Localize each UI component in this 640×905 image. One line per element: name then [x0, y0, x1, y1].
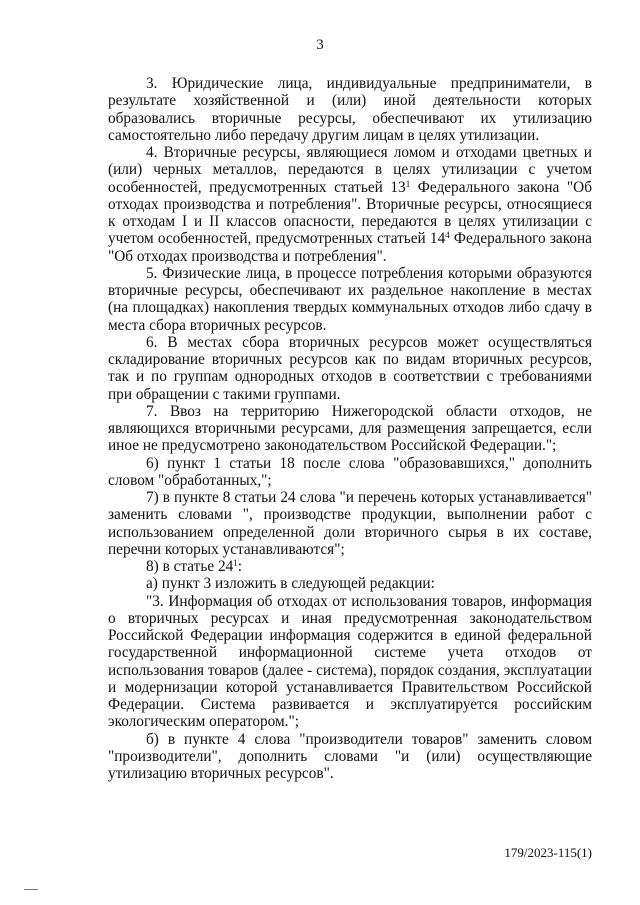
- subitem-a: а) пункт 3 изложить в следующей редакции:: [146, 575, 435, 593]
- paragraph-text: :: [237, 558, 242, 575]
- superscript-mark: 1: [233, 558, 238, 568]
- superscript-mark: 4: [445, 230, 450, 241]
- amendment-item-8: [108, 558, 592, 575]
- paragraph-item-6: 6. В местах сбора вторичных ресурсов может осуществляться складирование вторичных ресурсов как по видам вторичных ресурсов, так и по группам однородных отходов в соответствии с требованиями при обращении с такими группами.: [108, 333, 592, 403]
- paragraph-text: 4. Вторичные ресурсы, являющиеся ломом и отходами цветных и (или) черных металлов, передаются в целях утилизации с учетом особенностей, предусмотренных статьей 13: [108, 144, 592, 196]
- paragraph-text: 8) в статье 24: [146, 558, 234, 575]
- amendment-item-7: 7) в пункте 8 статьи 24 слова "и перечень которых устанавливается" заменить словами ", производстве продукции, выполнении работ с использованием определенной доли вторичного сырья в их составе, перечни которых устанавливаются";: [108, 489, 592, 558]
- superscript-mark: 1: [405, 178, 411, 189]
- paragraph-text: Федерального закона "Об отходах производства и потребления". Вторичные ресурсы, относящиеся к отходам I и II классов опасности, передаются в целях утилизации с учетом особенностей, предусмотренных статьей 14: [108, 178, 593, 248]
- edge-mark-divider: [24, 889, 38, 890]
- amendment-item-6: 6) пункт 1 статьи 18 после слова "образовавшихся," дополнить словом "обработанных,";: [108, 454, 592, 489]
- paragraph-text: Федерального закона "Об отходах производства и потребления".: [108, 230, 592, 265]
- quoted-clause-3: "3. Информация об отходах от использования товаров, информация о вторичных ресурсах и иная предусмотренная законодательством Российской Федерации информация содержится в единой федеральной государственной информационной системе учета отходов от использования товаров (далее - система), порядок создания, эксплуатации и модернизации которой устанавливается Правительством Российской Федерации. Система развивается и эксплуатируется российским экологическим оператором.";: [108, 592, 592, 731]
- paragraph-item-3: 3. Юридические лица, индивидуальные предприниматели, в результате хозяйственной и (или) иной деятельности которых образовались вторичные ресурсы, обеспечивают их утилизацию самостоятельно либо передачу другим лицам в целях утилизации.: [108, 75, 592, 144]
- paragraph-item-7: 7. Ввоз на территорию Нижегородской области отходов, не являющихся вторичными ресурсами, для размещения запрещается, если иное не предусмотрено законодательством Российской Федерации.";: [108, 402, 592, 455]
- document-body: [108, 75, 592, 782]
- page-number: 3: [316, 37, 324, 53]
- paragraph-item-5: 5. Физические лица, в процессе потребления которыми образуются вторичные ресурсы, обеспечивают их раздельное накопление в местах (на площадках) накопления твердых коммунальных отходов либо сдачу в места сбора вторичных ресурсов.: [108, 264, 592, 334]
- paragraph-item-4: [108, 144, 592, 265]
- subitem-b: б) в пункте 4 слова "производители товаров" заменить словом "производители", дополнить словами "и (или) осуществляющие утилизацию вторичных ресурсов".: [108, 730, 592, 782]
- document-code: 179/2023-115(1): [504, 845, 592, 860]
